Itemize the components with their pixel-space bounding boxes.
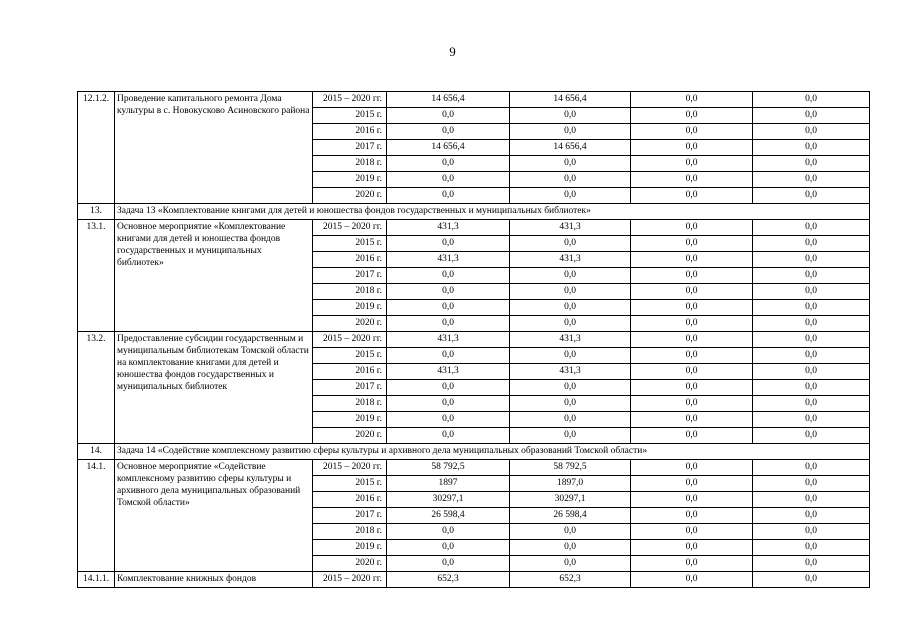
total-cell: 0,0 xyxy=(387,188,510,204)
other-sources-cell: 0,0 xyxy=(753,556,870,572)
other-sources-cell: 0,0 xyxy=(753,268,870,284)
other-sources-cell: 0,0 xyxy=(753,188,870,204)
total-cell: 0,0 xyxy=(387,108,510,124)
regional-budget-cell: 0,0 xyxy=(510,396,631,412)
other-sources-cell: 0,0 xyxy=(753,508,870,524)
local-budget-cell: 0,0 xyxy=(631,556,753,572)
local-budget-cell: 0,0 xyxy=(631,460,753,476)
other-sources-cell: 0,0 xyxy=(753,572,870,588)
local-budget-cell: 0,0 xyxy=(631,380,753,396)
local-budget-cell: 0,0 xyxy=(631,252,753,268)
regional-budget-cell: 58 792,5 xyxy=(510,460,631,476)
period-cell: 2018 г. xyxy=(313,524,387,540)
regional-budget-cell: 0,0 xyxy=(510,348,631,364)
regional-budget-cell: 0,0 xyxy=(510,108,631,124)
local-budget-cell: 0,0 xyxy=(631,332,753,348)
regional-budget-cell: 0,0 xyxy=(510,124,631,140)
local-budget-cell: 0,0 xyxy=(631,92,753,108)
period-cell: 2020 г. xyxy=(313,428,387,444)
local-budget-cell: 0,0 xyxy=(631,108,753,124)
other-sources-cell: 0,0 xyxy=(753,316,870,332)
total-cell: 431,3 xyxy=(387,364,510,380)
period-cell: 2015 г. xyxy=(313,348,387,364)
total-cell: 0,0 xyxy=(387,268,510,284)
period-cell: 2016 г. xyxy=(313,364,387,380)
period-cell: 2016 г. xyxy=(313,124,387,140)
local-budget-cell: 0,0 xyxy=(631,172,753,188)
period-cell: 2019 г. xyxy=(313,172,387,188)
row-number: 14.1. xyxy=(78,460,115,572)
regional-budget-cell: 0,0 xyxy=(510,172,631,188)
local-budget-cell: 0,0 xyxy=(631,524,753,540)
total-cell: 0,0 xyxy=(387,524,510,540)
regional-budget-cell: 431,3 xyxy=(510,220,631,236)
other-sources-cell: 0,0 xyxy=(753,252,870,268)
period-cell: 2015 – 2020 гг. xyxy=(313,332,387,348)
total-cell: 1897 xyxy=(387,476,510,492)
other-sources-cell: 0,0 xyxy=(753,284,870,300)
activity-name: Основное мероприятие «Комплектование книгами для детей и юношества фондов государственных и муниципальных библиотек» xyxy=(115,220,313,332)
task-title: Задача 13 «Комплектование книгами для детей и юношества фондов государственных и муниципальных библиотек» xyxy=(115,204,870,220)
total-cell: 0,0 xyxy=(387,316,510,332)
other-sources-cell: 0,0 xyxy=(753,172,870,188)
task-row xyxy=(78,204,870,220)
row-number: 14. xyxy=(78,444,115,460)
period-cell: 2018 г. xyxy=(313,284,387,300)
other-sources-cell: 0,0 xyxy=(753,124,870,140)
local-budget-cell: 0,0 xyxy=(631,412,753,428)
other-sources-cell: 0,0 xyxy=(753,348,870,364)
total-cell: 0,0 xyxy=(387,412,510,428)
table-row xyxy=(78,572,870,588)
row-number: 13.1. xyxy=(78,220,115,332)
other-sources-cell: 0,0 xyxy=(753,460,870,476)
regional-budget-cell: 14 656,4 xyxy=(510,140,631,156)
activity-name: Предоставление субсидии государственным и муниципальным библиотекам Томской области на комплектование книгами для детей и юношества фондов государственных и муниципальных библиотек xyxy=(115,332,313,444)
total-cell: 0,0 xyxy=(387,300,510,316)
other-sources-cell: 0,0 xyxy=(753,380,870,396)
period-cell: 2015 г. xyxy=(313,108,387,124)
total-cell: 0,0 xyxy=(387,124,510,140)
regional-budget-cell: 652,3 xyxy=(510,572,631,588)
other-sources-cell: 0,0 xyxy=(753,300,870,316)
other-sources-cell: 0,0 xyxy=(753,524,870,540)
period-cell: 2020 г. xyxy=(313,188,387,204)
local-budget-cell: 0,0 xyxy=(631,284,753,300)
local-budget-cell: 0,0 xyxy=(631,492,753,508)
other-sources-cell: 0,0 xyxy=(753,92,870,108)
period-cell: 2017 г. xyxy=(313,508,387,524)
activity-name: Комплектование книжных фондов xyxy=(115,572,313,588)
task-title: Задача 14 «Содействие комплексному развитию сферы культуры и архивного дела муниципальных образований Томской области» xyxy=(115,444,870,460)
row-number: 13. xyxy=(78,204,115,220)
budget-table-body xyxy=(78,92,870,588)
total-cell: 0,0 xyxy=(387,348,510,364)
local-budget-cell: 0,0 xyxy=(631,316,753,332)
task-row xyxy=(78,444,870,460)
total-cell: 30297,1 xyxy=(387,492,510,508)
regional-budget-cell: 0,0 xyxy=(510,284,631,300)
period-cell: 2020 г. xyxy=(313,316,387,332)
total-cell: 0,0 xyxy=(387,396,510,412)
period-cell: 2019 г. xyxy=(313,412,387,428)
local-budget-cell: 0,0 xyxy=(631,268,753,284)
total-cell: 652,3 xyxy=(387,572,510,588)
period-cell: 2015 г. xyxy=(313,476,387,492)
local-budget-cell: 0,0 xyxy=(631,220,753,236)
regional-budget-cell: 0,0 xyxy=(510,300,631,316)
total-cell: 0,0 xyxy=(387,540,510,556)
other-sources-cell: 0,0 xyxy=(753,412,870,428)
regional-budget-cell: 0,0 xyxy=(510,268,631,284)
total-cell: 58 792,5 xyxy=(387,460,510,476)
regional-budget-cell: 0,0 xyxy=(510,540,631,556)
page-number: 9 xyxy=(449,44,456,59)
total-cell: 431,3 xyxy=(387,332,510,348)
table-row xyxy=(78,220,870,236)
period-cell: 2018 г. xyxy=(313,396,387,412)
other-sources-cell: 0,0 xyxy=(753,540,870,556)
total-cell: 26 598,4 xyxy=(387,508,510,524)
other-sources-cell: 0,0 xyxy=(753,140,870,156)
period-cell: 2020 г. xyxy=(313,556,387,572)
local-budget-cell: 0,0 xyxy=(631,396,753,412)
period-cell: 2016 г. xyxy=(313,492,387,508)
other-sources-cell: 0,0 xyxy=(753,492,870,508)
regional-budget-cell: 0,0 xyxy=(510,236,631,252)
other-sources-cell: 0,0 xyxy=(753,332,870,348)
total-cell: 0,0 xyxy=(387,172,510,188)
table-row xyxy=(78,460,870,476)
regional-budget-cell: 1897,0 xyxy=(510,476,631,492)
regional-budget-cell: 0,0 xyxy=(510,428,631,444)
budget-table xyxy=(77,91,870,588)
regional-budget-cell: 0,0 xyxy=(510,316,631,332)
other-sources-cell: 0,0 xyxy=(753,220,870,236)
local-budget-cell: 0,0 xyxy=(631,348,753,364)
total-cell: 14 656,4 xyxy=(387,92,510,108)
regional-budget-cell: 30297,1 xyxy=(510,492,631,508)
regional-budget-cell: 14 656,4 xyxy=(510,92,631,108)
regional-budget-cell: 0,0 xyxy=(510,156,631,172)
regional-budget-cell: 0,0 xyxy=(510,412,631,428)
total-cell: 431,3 xyxy=(387,220,510,236)
local-budget-cell: 0,0 xyxy=(631,508,753,524)
regional-budget-cell: 0,0 xyxy=(510,188,631,204)
row-number: 12.1.2. xyxy=(78,92,115,204)
period-cell: 2018 г. xyxy=(313,156,387,172)
total-cell: 431,3 xyxy=(387,252,510,268)
other-sources-cell: 0,0 xyxy=(753,364,870,380)
activity-name: Проведение капитального ремонта Дома культуры в с. Новокусково Асиновского района xyxy=(115,92,313,204)
local-budget-cell: 0,0 xyxy=(631,188,753,204)
local-budget-cell: 0,0 xyxy=(631,124,753,140)
period-cell: 2017 г. xyxy=(313,380,387,396)
local-budget-cell: 0,0 xyxy=(631,364,753,380)
period-cell: 2015 – 2020 гг. xyxy=(313,220,387,236)
table-row xyxy=(78,92,870,108)
table-row xyxy=(78,332,870,348)
regional-budget-cell: 0,0 xyxy=(510,556,631,572)
period-cell: 2017 г. xyxy=(313,268,387,284)
regional-budget-cell: 431,3 xyxy=(510,252,631,268)
local-budget-cell: 0,0 xyxy=(631,236,753,252)
local-budget-cell: 0,0 xyxy=(631,428,753,444)
total-cell: 0,0 xyxy=(387,380,510,396)
other-sources-cell: 0,0 xyxy=(753,428,870,444)
period-cell: 2015 – 2020 гг. xyxy=(313,460,387,476)
other-sources-cell: 0,0 xyxy=(753,108,870,124)
row-number: 14.1.1. xyxy=(78,572,115,588)
local-budget-cell: 0,0 xyxy=(631,156,753,172)
other-sources-cell: 0,0 xyxy=(753,396,870,412)
activity-name: Основное мероприятие «Содействие комплексному развитию сферы культуры и архивного дела муниципальных образований Томской области» xyxy=(115,460,313,572)
period-cell: 2019 г. xyxy=(313,300,387,316)
period-cell: 2017 г. xyxy=(313,140,387,156)
local-budget-cell: 0,0 xyxy=(631,572,753,588)
local-budget-cell: 0,0 xyxy=(631,140,753,156)
regional-budget-cell: 0,0 xyxy=(510,380,631,396)
period-cell: 2016 г. xyxy=(313,252,387,268)
row-number: 13.2. xyxy=(78,332,115,444)
regional-budget-cell: 431,3 xyxy=(510,364,631,380)
total-cell: 0,0 xyxy=(387,428,510,444)
local-budget-cell: 0,0 xyxy=(631,300,753,316)
total-cell: 0,0 xyxy=(387,556,510,572)
period-cell: 2015 – 2020 гг. xyxy=(313,92,387,108)
other-sources-cell: 0,0 xyxy=(753,236,870,252)
total-cell: 14 656,4 xyxy=(387,140,510,156)
regional-budget-cell: 431,3 xyxy=(510,332,631,348)
period-cell: 2015 – 2020 гг. xyxy=(313,572,387,588)
regional-budget-cell: 26 598,4 xyxy=(510,508,631,524)
period-cell: 2015 г. xyxy=(313,236,387,252)
total-cell: 0,0 xyxy=(387,156,510,172)
local-budget-cell: 0,0 xyxy=(631,540,753,556)
other-sources-cell: 0,0 xyxy=(753,476,870,492)
other-sources-cell: 0,0 xyxy=(753,156,870,172)
regional-budget-cell: 0,0 xyxy=(510,524,631,540)
total-cell: 0,0 xyxy=(387,284,510,300)
local-budget-cell: 0,0 xyxy=(631,476,753,492)
period-cell: 2019 г. xyxy=(313,540,387,556)
total-cell: 0,0 xyxy=(387,236,510,252)
